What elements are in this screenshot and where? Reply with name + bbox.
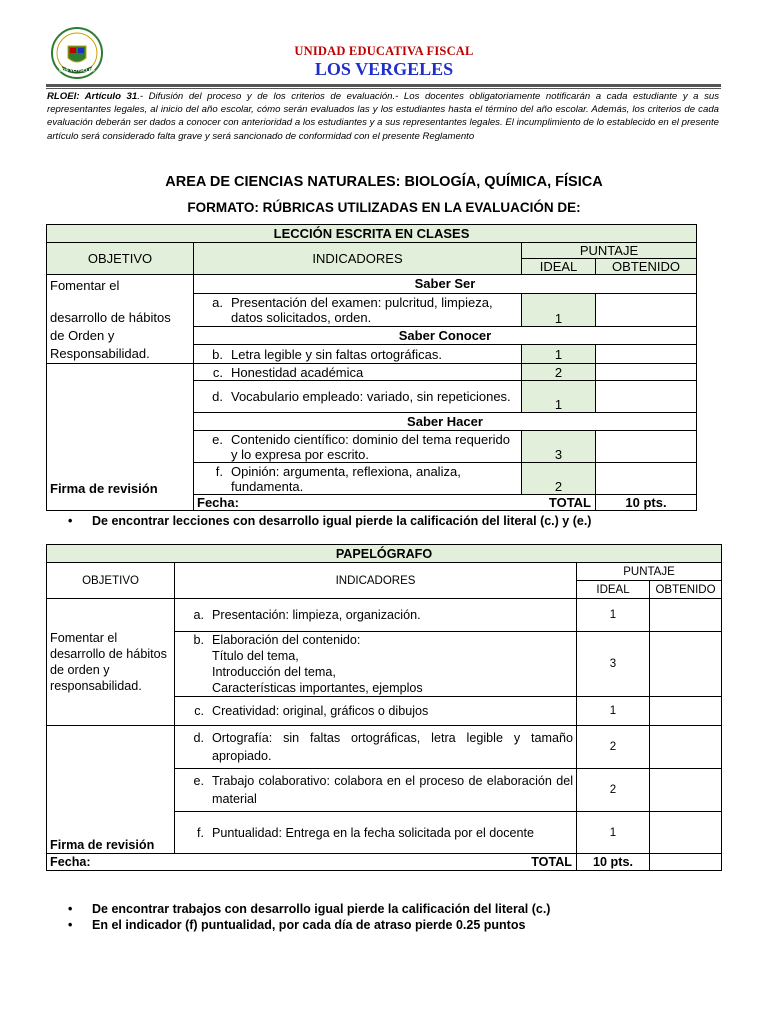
table1-ideal-a: 1 [522, 293, 596, 326]
item-letter: b. [193, 633, 204, 647]
table2-note-1-text: De encontrar trabajos con desarrollo igual pierde la calificación del literal (c.) [92, 902, 551, 916]
table2-col-obtained: OBTENIDO [650, 581, 722, 599]
table1-indicator-f [194, 463, 522, 495]
item-letter: b. [212, 346, 223, 362]
table1-col-ideal: IDEAL [522, 259, 596, 275]
table1-note-text: De encontrar lecciones con desarrollo igual pierde la calificación del literal (c.) y (e.) [92, 514, 592, 528]
table2-obtained-a[interactable] [650, 599, 722, 632]
table2-objective-cell: Fomentar el desarrollo de hábitos de orden y responsabilidad. [47, 599, 175, 726]
logo-text: LOS VERGELES [59, 67, 95, 73]
bullet-icon: • [68, 918, 73, 932]
table1-signature-cell: Firma de revisión [47, 364, 194, 511]
table1-ideal-c: 2 [522, 364, 596, 381]
table1-obtained-b[interactable] [596, 345, 697, 364]
table1-indicator-c [194, 364, 522, 381]
item-letter: f. [197, 825, 204, 840]
table2-total-value: 10 pts. [577, 854, 650, 871]
table2-obtained-d[interactable] [650, 726, 722, 769]
item-text: Trabajo colaborativo: colabora en el proceso de elaboración del material [212, 774, 573, 806]
item-text: Honestidad académica [231, 364, 364, 380]
item-text: Puntualidad: Entrega en la fecha solicitada por el docente [212, 825, 535, 840]
table1-obtained-c[interactable] [596, 364, 697, 381]
section-saber-ser: Saber Ser [194, 275, 697, 294]
table1-objective-line: Responsabilidad. [50, 346, 150, 361]
section-saber-hacer: Saber Hacer [194, 413, 697, 431]
table2-col-indicators: INDICADORES [175, 563, 577, 599]
table1-total-value: 10 pts. [596, 495, 697, 511]
item-letter: d. [212, 389, 223, 404]
item-text: Opinión: argumenta, reflexiona, analiza, fundamenta. [231, 463, 461, 494]
table2-col-ideal: IDEAL [577, 581, 650, 599]
table2-obtained-c[interactable] [650, 697, 722, 726]
item-letter: d. [193, 731, 204, 745]
item-text: Vocabulario empleado: variado, sin repeticiones. [231, 389, 511, 404]
table2-footer [47, 854, 577, 871]
item-line: Título del tema, [212, 649, 299, 663]
header-rule [46, 84, 721, 87]
item-letter: e. [212, 431, 223, 447]
section-saber-conocer: Saber Conocer [194, 326, 697, 345]
table2-signature-cell: Firma de revisión [47, 726, 175, 854]
table2-ideal-c: 1 [577, 697, 650, 726]
table1-objective-line: desarrollo de hábitos [50, 310, 171, 325]
area-title: AREA DE CIENCIAS NATURALES: BIOLOGÍA, QUÍMICA, FÍSICA [165, 174, 603, 190]
table1-col-score: PUNTAJE [522, 243, 697, 259]
table2-col-score: PUNTAJE [577, 563, 722, 581]
item-text: Contenido científico: dominio del tema requerido y lo expresa por escrito. [231, 431, 510, 462]
item-letter: a. [212, 294, 223, 310]
table1-col-indicators: INDICADORES [194, 243, 522, 275]
format-title: FORMATO: RÚBRICAS UTILIZADAS EN LA EVALUACIÓN DE: [187, 200, 581, 215]
table1-obtained-e[interactable] [596, 431, 697, 463]
table1-indicator-e [194, 431, 522, 463]
table1-indicator-b [194, 345, 522, 364]
table2-indicator-e [175, 769, 577, 812]
table2-indicator-c [175, 697, 577, 726]
rloei-text: .- Difusión del proceso y de los criterios de evaluación.- Los docentes obligatoriamente notificarán a cada estudiante y a sus representantes legales, al inicio del año escolar, cómo serán evaluados las y los estudiantes hasta el término del año escolar. Además, los criterios de cada evaluación deberán ser dados a conocer con anterioridad a los estudiantes y a sus representantes legales. El incumplimiento de lo establecido en el presente artículo será considerado falta grave y será sancionado de conformidad con el presente Reglamento [47, 91, 719, 142]
school-type: UNIDAD EDUCATIVA FISCAL [294, 44, 474, 58]
table1-objective-line: de Orden y [50, 328, 115, 343]
item-text: Presentación del examen: pulcritud, limpieza, datos solicitados, orden. [231, 294, 493, 325]
item-text: Ortografía: sin faltas ortográficas, letra legible y tamaño apropiado. [212, 731, 573, 763]
table1-indicator-a [194, 293, 522, 326]
item-line: Elaboración del contenido: [212, 633, 361, 647]
header-rule-thin [46, 88, 721, 89]
table2-ideal-f: 1 [577, 812, 650, 854]
poster-rubric-table [46, 544, 722, 871]
table1-total-label: TOTAL [548, 495, 591, 510]
table1-indicator-d [194, 381, 522, 413]
item-line: Introducción del tema, [212, 665, 336, 679]
table1-obtained-f[interactable] [596, 463, 697, 495]
item-letter: a. [193, 608, 204, 622]
table1-date-label: Fecha: [197, 495, 239, 510]
table2-note-2-text: En el indicador (f) puntualidad, por cada día de atraso pierde 0.25 puntos [92, 918, 526, 932]
school-name: LOS VERGELES [314, 59, 454, 79]
table1-obtained-a[interactable] [596, 293, 697, 326]
table1-objective-line: Fomentar el [50, 278, 120, 293]
table2-indicator-a [175, 599, 577, 632]
item-letter: e. [193, 774, 204, 788]
table1-col-objective: OBJETIVO [47, 243, 194, 275]
table2-ideal-e: 2 [577, 769, 650, 812]
table2-obtained-b[interactable] [650, 632, 722, 697]
table1-ideal-d: 1 [522, 381, 596, 413]
table2-indicator-f [175, 812, 577, 854]
item-text: Creatividad: original, gráficos o dibujos [212, 704, 429, 718]
table1-col-obtained: OBTENIDO [596, 259, 697, 275]
table2-date-label: Fecha: [50, 855, 91, 869]
table1-objective-cell [47, 275, 194, 364]
rloei-label: RLOEI: Artículo 31 [47, 91, 138, 102]
bullet-icon: • [68, 902, 73, 916]
item-line: Características importantes, ejemplos [212, 681, 423, 695]
item-text: Letra legible y sin faltas ortográficas. [231, 346, 442, 362]
table1-ideal-f: 2 [522, 463, 596, 495]
table2-ideal-d: 2 [577, 726, 650, 769]
table2-ideal-a: 1 [577, 599, 650, 632]
bullet-icon: • [68, 514, 73, 528]
table2-indicator-b [175, 632, 577, 697]
table1-ideal-e: 3 [522, 431, 596, 463]
table1-obtained-d[interactable] [596, 381, 697, 413]
table2-ideal-b: 3 [577, 632, 650, 697]
table2-obtained-e[interactable] [650, 769, 722, 812]
table1-footer [194, 495, 596, 511]
table2-obtained-f[interactable] [650, 812, 722, 854]
table2-indicator-d [175, 726, 577, 769]
item-letter: f. [215, 463, 223, 479]
item-text: Presentación: limpieza, organización. [212, 608, 421, 622]
table2-col-objective: OBJETIVO [47, 563, 175, 599]
item-letter: c. [212, 364, 223, 380]
written-lesson-rubric-table [46, 224, 697, 511]
table2-title: PAPELÓGRAFO [47, 545, 722, 563]
item-letter: c. [194, 704, 204, 718]
table2-total-label: TOTAL [531, 855, 572, 869]
rloei-paragraph [47, 90, 719, 143]
table1-title: LECCIÓN ESCRITA EN CLASES [47, 225, 697, 243]
table1-ideal-b: 1 [522, 345, 596, 364]
table2-total-obtained[interactable] [650, 854, 722, 871]
